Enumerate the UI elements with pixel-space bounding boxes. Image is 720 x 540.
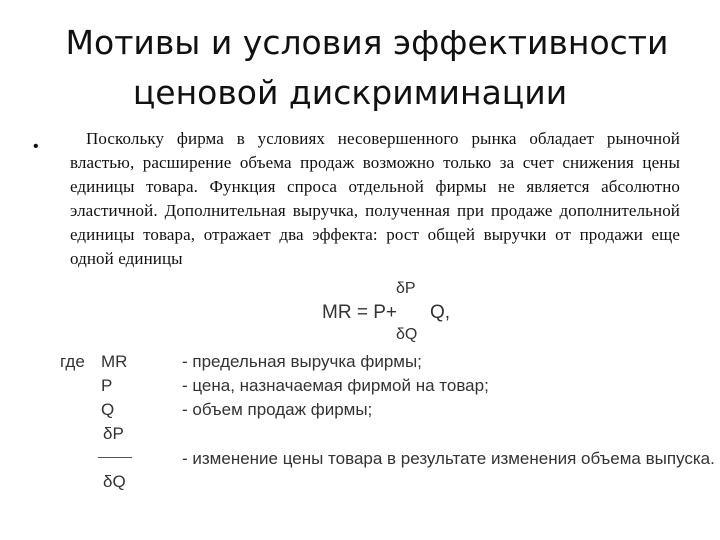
formula-denominator: δQ <box>396 326 418 343</box>
legend-symbol-mr: MR <box>101 352 128 371</box>
legend-where: где <box>60 352 85 371</box>
legend-symbol-dp: δP <box>103 424 124 443</box>
formula-q: Q, <box>430 302 451 323</box>
title-line-1: Мотивы и условия эффективности <box>65 23 669 62</box>
formula-lhs: MR = P+ <box>322 302 397 323</box>
fraction-line <box>98 457 132 458</box>
legend-symbol-q: Q <box>101 400 115 419</box>
title-line-2: ценовой дискриминации <box>132 73 568 112</box>
bullet-marker: • <box>33 138 39 155</box>
legend-desc-mr: - предельная выручка фирмы; <box>182 352 422 371</box>
legend-desc-dpdq: - изменение цены товара в результате изменения объема выпуска. <box>182 449 715 468</box>
legend-desc-q: - объем продаж фирмы; <box>182 400 373 419</box>
formula-numerator: δP <box>396 280 416 297</box>
body-paragraph: Поскольку фирма в условиях несовершенного рынка обладает рыночной властью, расширение объема продаж возможно только за счет снижения цены единицы товара. Функция спроса отдельной фирмы не является абсолютно эластичной. Дополнительная выручка, полученная при продаже дополнительной единицы товара, отражает два эффекта: рост общей выручки от продажи еще одной единицы <box>70 129 680 268</box>
legend-desc-p: - цена, назначаемая фирмой на товар; <box>182 376 489 395</box>
legend-symbol-p: P <box>101 376 113 395</box>
legend-symbol-dq: δQ <box>103 472 126 491</box>
